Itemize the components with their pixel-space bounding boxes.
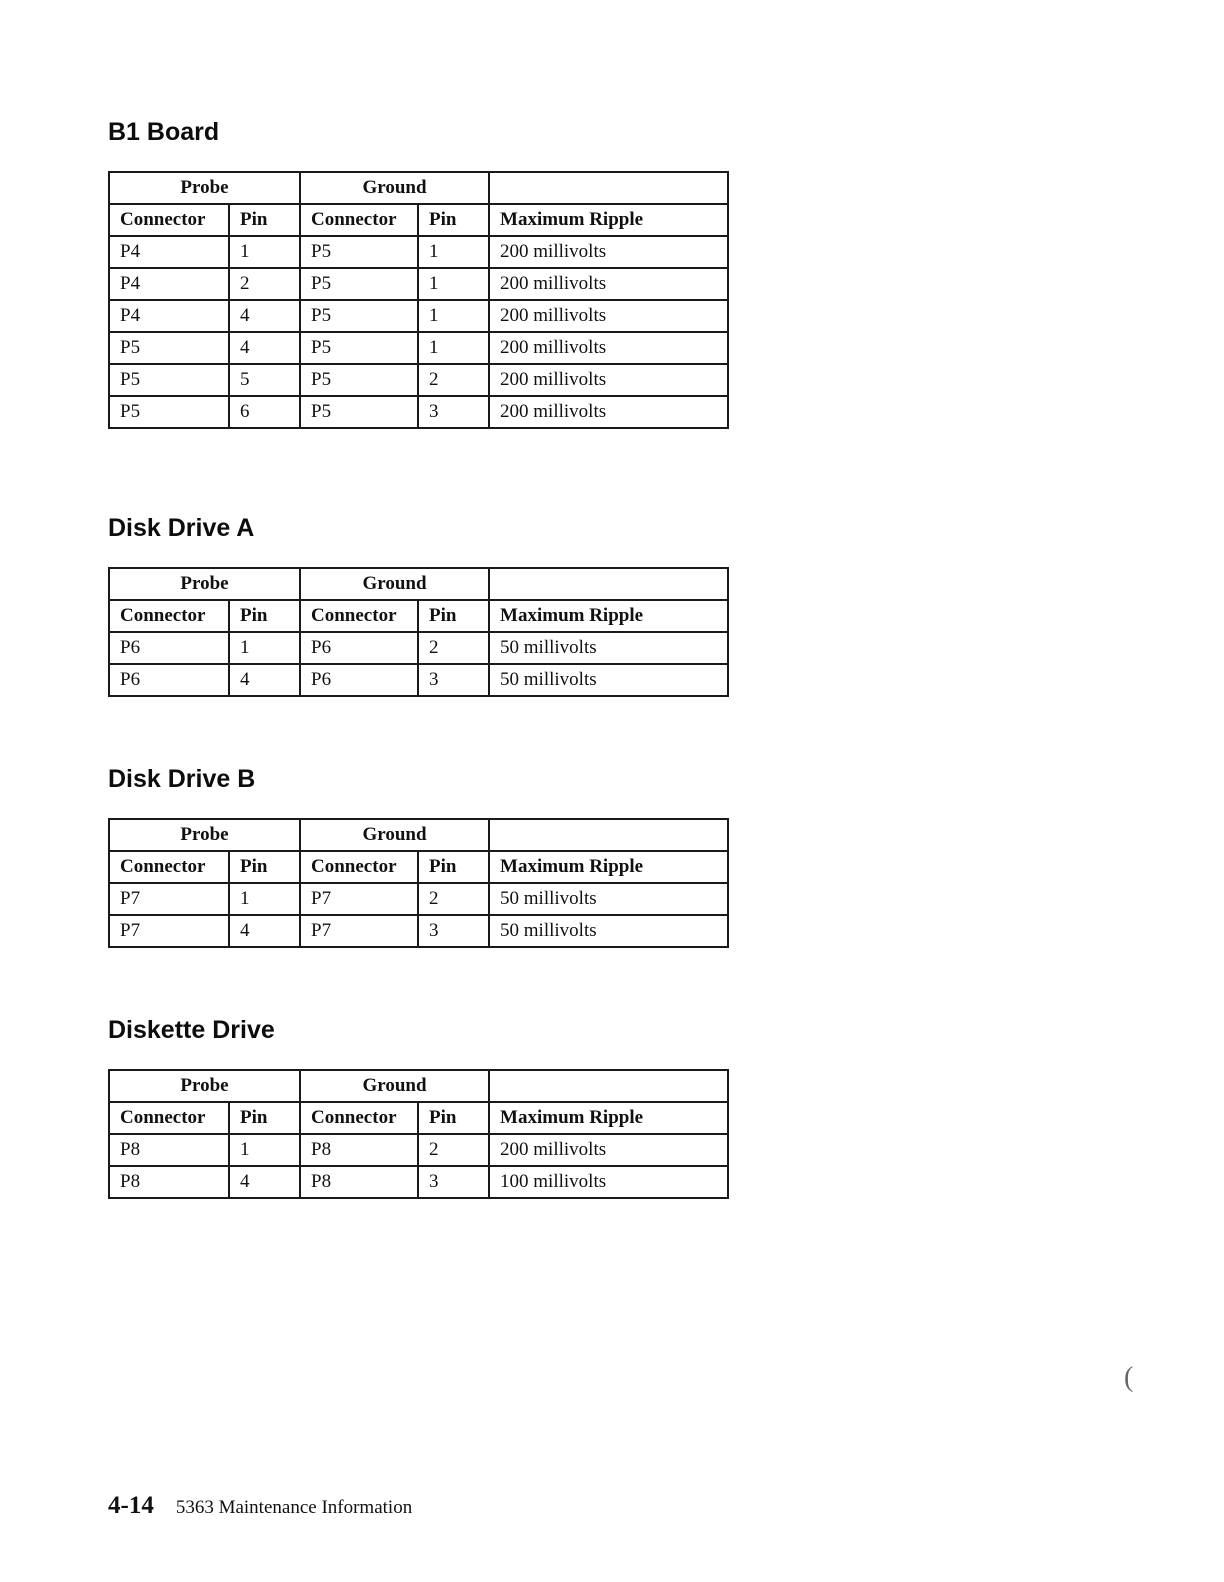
ground-connector-cell: P6	[300, 632, 418, 664]
probe-pin-cell: 4	[229, 332, 300, 364]
probe-pin-cell: 4	[229, 915, 300, 947]
group-header-row	[109, 1070, 728, 1102]
ground-connector-header: Connector	[300, 1102, 418, 1134]
ground-pin-cell: 1	[418, 300, 489, 332]
empty-header-cell	[489, 172, 728, 204]
probe-pin-cell: 2	[229, 268, 300, 300]
table-row	[109, 632, 728, 664]
ground-connector-header: Connector	[300, 204, 418, 236]
table-row	[109, 883, 728, 915]
table-row	[109, 268, 728, 300]
max-ripple-header: Maximum Ripple	[489, 204, 728, 236]
probe-connector-cell: P4	[109, 236, 229, 268]
group-header-row	[109, 172, 728, 204]
ground-pin-header: Pin	[418, 1102, 489, 1134]
ground-header: Ground	[300, 819, 489, 851]
document-title: 5363 Maintenance Information	[175, 1497, 413, 1518]
column-header-row	[109, 1102, 728, 1134]
column-header-row	[109, 851, 728, 883]
column-header-row	[109, 204, 728, 236]
ground-pin-cell: 1	[418, 268, 489, 300]
probe-connector-header: Connector	[109, 1102, 229, 1134]
table-row	[109, 664, 728, 696]
max-ripple-header: Maximum Ripple	[489, 851, 728, 883]
probe-connector-cell: P8	[109, 1134, 229, 1166]
max-ripple-cell: 50 millivolts	[489, 915, 728, 947]
ground-connector-cell: P8	[300, 1166, 418, 1198]
probe-connector-cell: P8	[109, 1166, 229, 1198]
page-number: 4-14	[108, 1492, 154, 1519]
ripple-section	[108, 115, 644, 422]
probe-pin-cell: 4	[229, 1166, 300, 1198]
section-heading: Disk Drive A	[108, 514, 255, 542]
ground-pin-cell: 3	[418, 396, 489, 428]
probe-pin-header: Pin	[229, 204, 300, 236]
table-row	[109, 236, 728, 268]
max-ripple-cell: 200 millivolts	[489, 396, 728, 428]
probe-pin-cell: 1	[229, 883, 300, 915]
scan-mark: (	[1124, 1362, 1134, 1393]
ground-connector-cell: P5	[300, 300, 418, 332]
ground-pin-cell: 3	[418, 915, 489, 947]
table-row	[109, 300, 728, 332]
probe-header: Probe	[109, 172, 300, 204]
max-ripple-cell: 50 millivolts	[489, 664, 728, 696]
max-ripple-cell: 200 millivolts	[489, 300, 728, 332]
probe-pin-header: Pin	[229, 600, 300, 632]
probe-connector-header: Connector	[109, 204, 229, 236]
probe-connector-cell: P5	[109, 364, 229, 396]
empty-header-cell	[489, 568, 728, 600]
ground-connector-cell: P5	[300, 332, 418, 364]
ground-connector-cell: P7	[300, 915, 418, 947]
max-ripple-header: Maximum Ripple	[489, 1102, 728, 1134]
page-footer	[108, 1492, 412, 1520]
max-ripple-cell: 200 millivolts	[489, 364, 728, 396]
probe-header: Probe	[109, 1070, 300, 1102]
table-row	[109, 332, 728, 364]
ground-connector-cell: P5	[300, 236, 418, 268]
probe-pin-cell: 5	[229, 364, 300, 396]
table-row	[109, 915, 728, 947]
probe-pin-cell: 1	[229, 1134, 300, 1166]
ground-pin-cell: 2	[418, 1134, 489, 1166]
probe-connector-cell: P6	[109, 664, 229, 696]
ground-connector-cell: P5	[300, 396, 418, 428]
max-ripple-cell: 200 millivolts	[489, 332, 728, 364]
ground-pin-cell: 2	[418, 364, 489, 396]
empty-header-cell	[489, 819, 728, 851]
ground-connector-header: Connector	[300, 600, 418, 632]
ground-pin-cell: 1	[418, 236, 489, 268]
ground-header: Ground	[300, 568, 489, 600]
ripple-section	[108, 1013, 644, 1192]
table-row	[109, 396, 728, 428]
ground-pin-header: Pin	[418, 204, 489, 236]
ground-pin-header: Pin	[418, 600, 489, 632]
probe-connector-header: Connector	[109, 851, 229, 883]
max-ripple-cell: 200 millivolts	[489, 1134, 728, 1166]
empty-header-cell	[489, 1070, 728, 1102]
ripple-table	[108, 1069, 729, 1199]
max-ripple-cell: 50 millivolts	[489, 883, 728, 915]
probe-header: Probe	[109, 819, 300, 851]
max-ripple-cell: 200 millivolts	[489, 268, 728, 300]
section-heading: Disk Drive B	[108, 765, 256, 793]
ground-connector-cell: P7	[300, 883, 418, 915]
ground-connector-cell: P8	[300, 1134, 418, 1166]
ground-header: Ground	[300, 1070, 489, 1102]
table-row	[109, 364, 728, 396]
ground-connector-cell: P5	[300, 364, 418, 396]
max-ripple-cell: 100 millivolts	[489, 1166, 728, 1198]
probe-pin-cell: 4	[229, 664, 300, 696]
group-header-row	[109, 819, 728, 851]
max-ripple-cell: 50 millivolts	[489, 632, 728, 664]
probe-pin-cell: 1	[229, 632, 300, 664]
probe-connector-cell: P4	[109, 300, 229, 332]
ripple-table	[108, 567, 729, 697]
ground-connector-cell: P5	[300, 268, 418, 300]
ground-pin-cell: 2	[418, 632, 489, 664]
ground-pin-header: Pin	[418, 851, 489, 883]
probe-connector-cell: P5	[109, 396, 229, 428]
ground-pin-cell: 2	[418, 883, 489, 915]
ground-connector-cell: P6	[300, 664, 418, 696]
probe-connector-cell: P6	[109, 632, 229, 664]
probe-connector-cell: P7	[109, 883, 229, 915]
ground-connector-header: Connector	[300, 851, 418, 883]
probe-connector-header: Connector	[109, 600, 229, 632]
probe-pin-cell: 4	[229, 300, 300, 332]
ground-header: Ground	[300, 172, 489, 204]
max-ripple-cell: 200 millivolts	[489, 236, 728, 268]
probe-pin-header: Pin	[229, 851, 300, 883]
probe-pin-header: Pin	[229, 1102, 300, 1134]
ripple-table	[108, 171, 729, 429]
ripple-section	[108, 762, 644, 941]
column-header-row	[109, 600, 728, 632]
table-row	[109, 1134, 728, 1166]
probe-connector-cell: P5	[109, 332, 229, 364]
ground-pin-cell: 1	[418, 332, 489, 364]
section-heading: Diskette Drive	[108, 1016, 275, 1044]
probe-connector-cell: P7	[109, 915, 229, 947]
ground-pin-cell: 3	[418, 664, 489, 696]
section-heading: B1 Board	[108, 118, 220, 146]
probe-connector-cell: P4	[109, 268, 229, 300]
ripple-section	[108, 511, 644, 690]
ripple-table	[108, 818, 729, 948]
max-ripple-header: Maximum Ripple	[489, 600, 728, 632]
probe-pin-cell: 1	[229, 236, 300, 268]
group-header-row	[109, 568, 728, 600]
table-row	[109, 1166, 728, 1198]
probe-header: Probe	[109, 568, 300, 600]
probe-pin-cell: 6	[229, 396, 300, 428]
ground-pin-cell: 3	[418, 1166, 489, 1198]
